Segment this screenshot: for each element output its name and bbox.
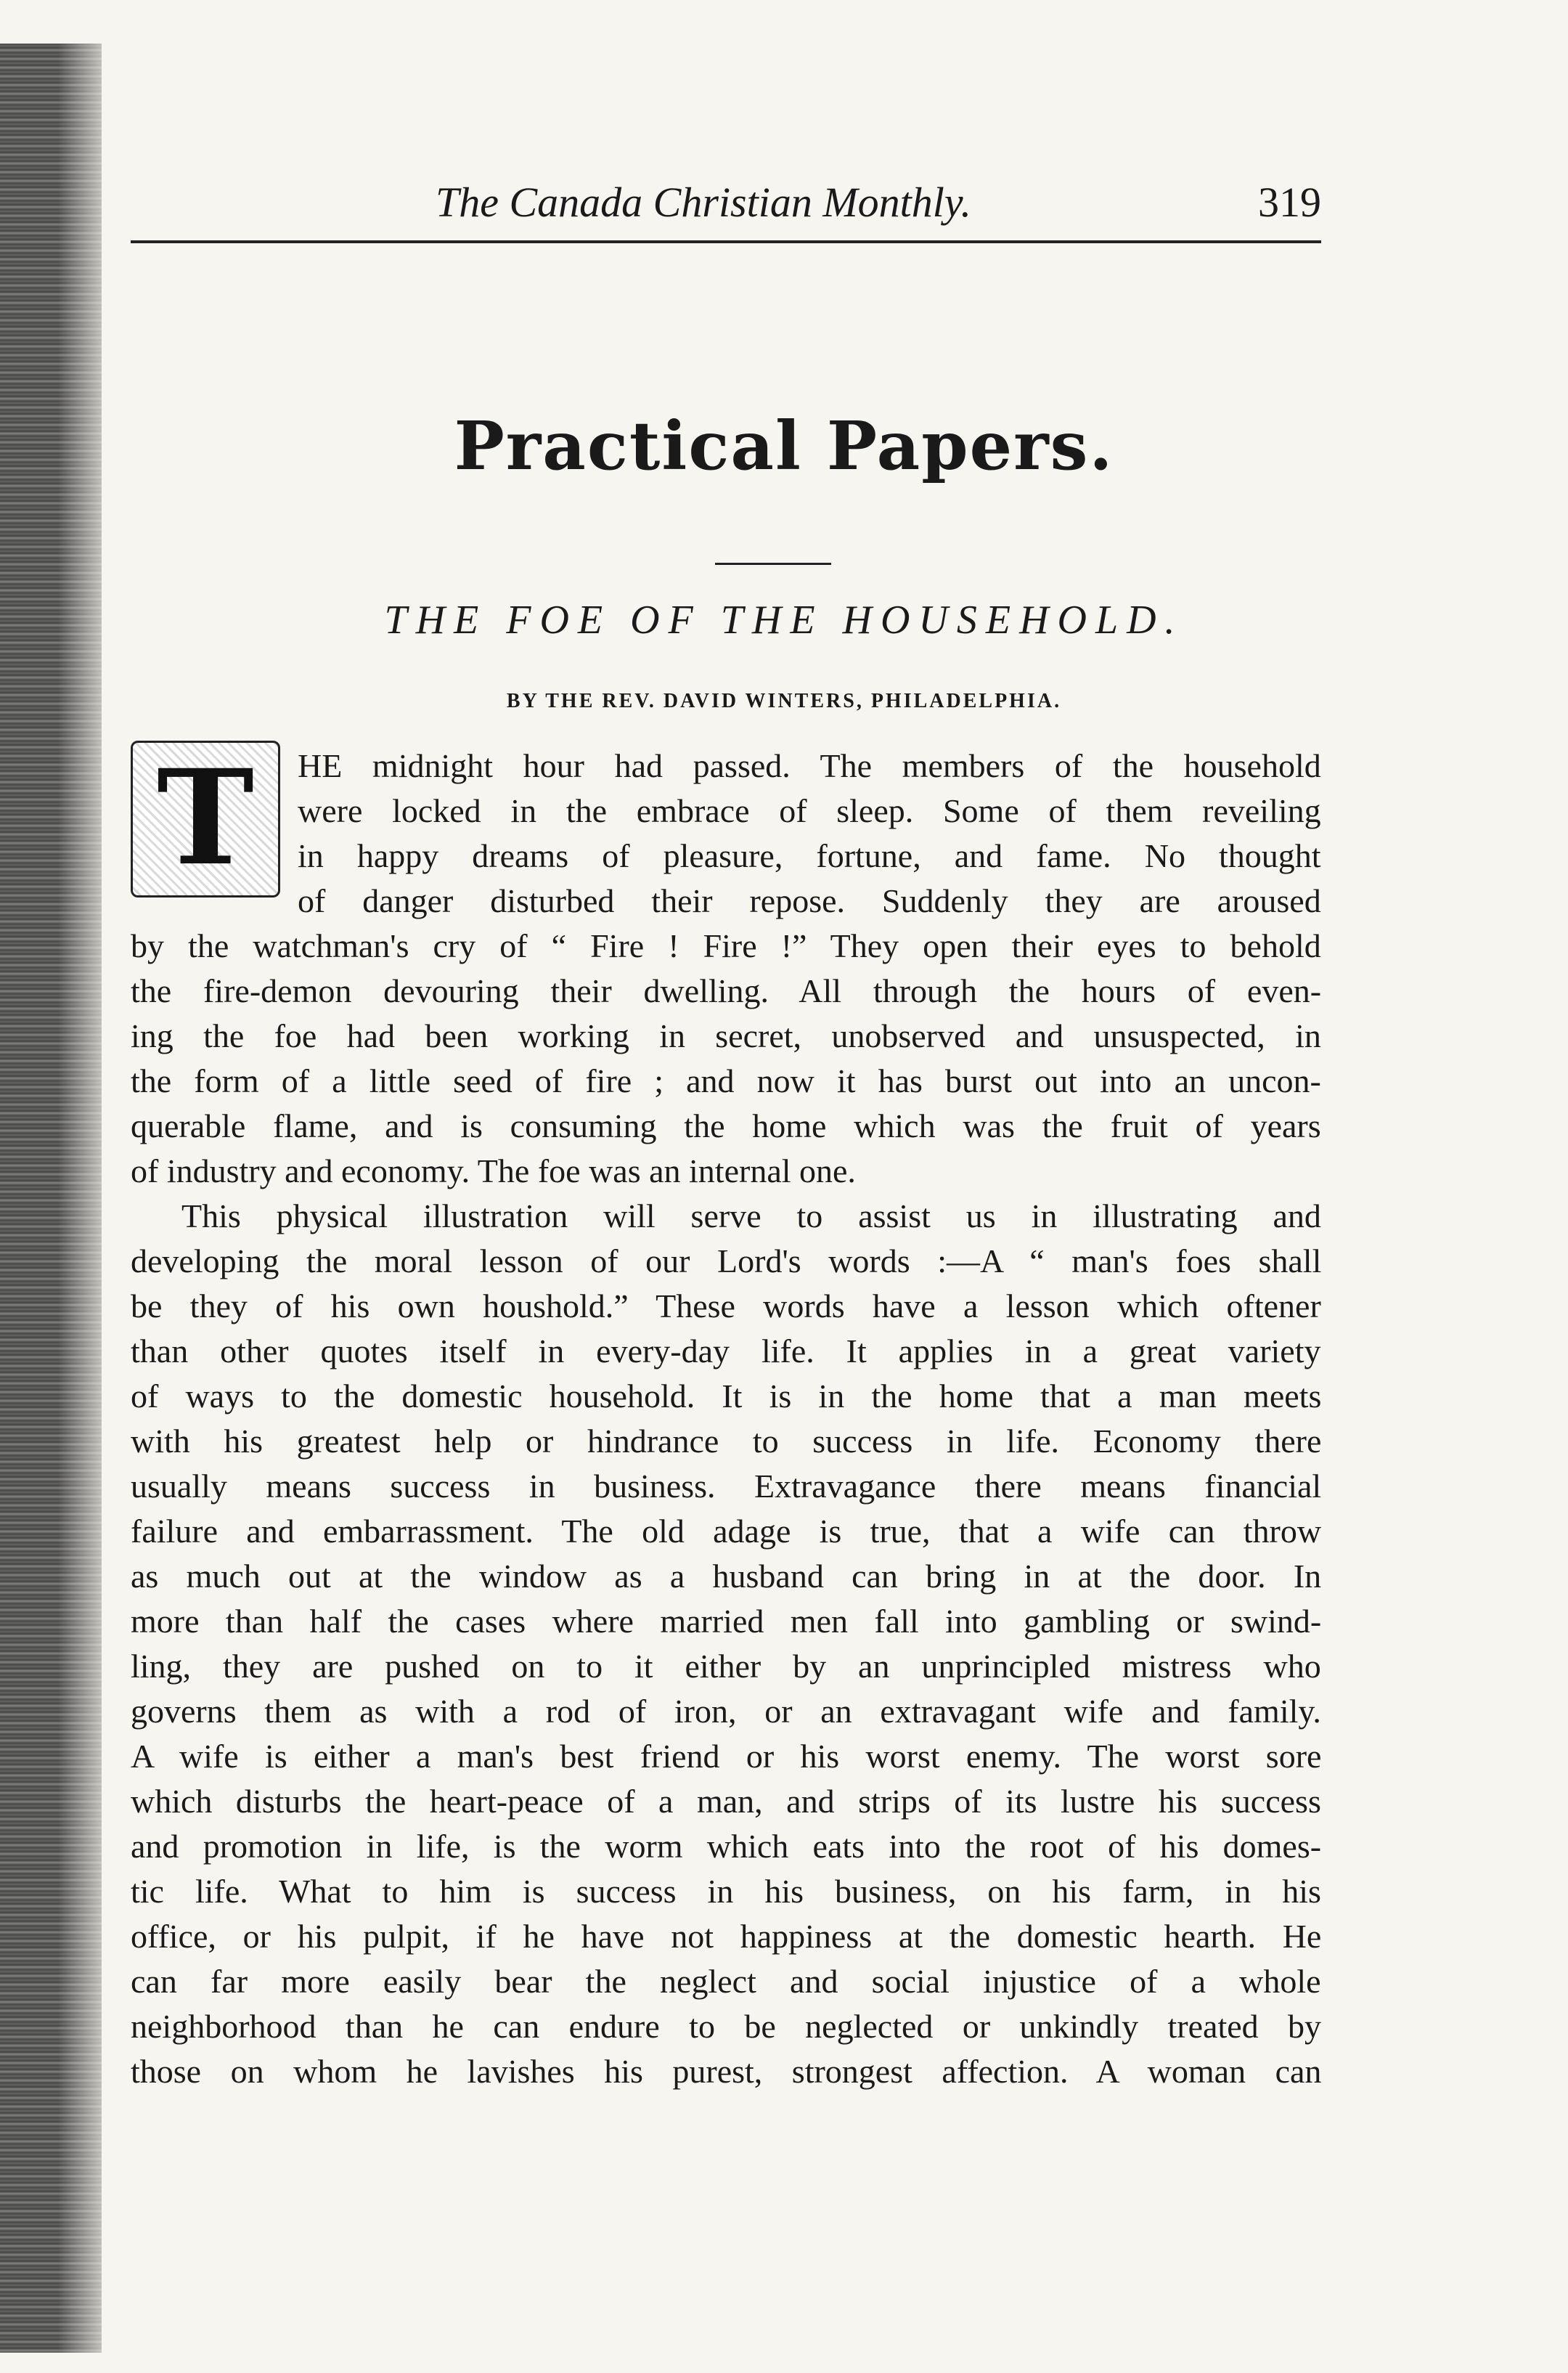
text-line: the form of a little seed of fire ; and now it has burst out into an uncon- xyxy=(131,1062,1321,1099)
text-line: be they of his own houshold.” These words have a lesson which oftener xyxy=(131,1287,1321,1324)
text-line: failure and embarrassment. The old adage is true, that a wife can throw xyxy=(131,1513,1322,1550)
text-line: than other quotes itself in every-day life. It applies in a great variety xyxy=(131,1332,1321,1369)
text-line: those on whom he lavishes his purest, strongest affection. A woman can xyxy=(131,2053,1322,2090)
text-line: of ways to the domestic household. It is in the home that a man meets xyxy=(131,1377,1322,1415)
text-line: usually means success in business. Extravagance there means financial xyxy=(131,1468,1322,1505)
text-line: with his greatest help or hindrance to success in life. Economy there xyxy=(131,1422,1322,1460)
text-line: of industry and economy. The foe was an internal one. xyxy=(131,1152,856,1189)
text-line: office, or his pulpit, if he have not happiness at the domestic hearth. He xyxy=(131,1918,1322,1955)
text-line: This physical illustration will serve to assist us in illustrating and xyxy=(181,1197,1321,1234)
text-line: as much out at the window as a husband can bring in at the door. In xyxy=(131,1558,1322,1595)
running-title: The Canada Christian Monthly. xyxy=(436,179,971,226)
page-number: 319 xyxy=(1258,179,1321,226)
binding-shadow xyxy=(58,44,123,2353)
byline: BY THE REV. DAVID WINTERS, PHILADELPHIA. xyxy=(506,690,1062,712)
text-line: in happy dreams of pleasure, fortune, and fame. No thought xyxy=(298,837,1321,874)
text-line: ling, they are pushed on to it either by an unprincipled mistress who xyxy=(131,1648,1321,1685)
text-line: by the watchman's cry of “ Fire ! Fire !” They open their eyes to behold xyxy=(131,927,1321,964)
text-line: can far more easily bear the neglect and social injustice of a whole xyxy=(131,1963,1321,2000)
header-rule xyxy=(131,240,1321,243)
page-header xyxy=(131,163,1321,243)
text-line: tic life. What to him is success in his business, on his farm, in his xyxy=(131,1873,1321,1910)
text-line: A wife is either a man's best friend or his worst enemy. The worst sore xyxy=(131,1738,1322,1775)
text-line: which disturbs the heart-peace of a man, and strips of its lustre his success xyxy=(131,1783,1321,1820)
text-line: and promotion in life, is the worm which eats into the root of his domes- xyxy=(131,1828,1322,1865)
title-rule xyxy=(715,563,831,565)
text-line: were locked in the embrace of sleep. Some of them reveiling xyxy=(298,792,1321,829)
drop-cap-initial: T xyxy=(131,741,280,897)
text-line: of danger disturbed their repose. Suddenly they are aroused xyxy=(298,882,1321,919)
text-line: neighborhood than he can endure to be neglected or unkindly treated by xyxy=(131,2008,1322,2045)
text-line: HE midnight hour had passed. The members of the household xyxy=(298,747,1321,784)
text-line: querable flame, and is consuming the home which was the fruit of years xyxy=(131,1107,1321,1144)
section-title: Practical Papers. xyxy=(454,407,1114,485)
article-title: THE FOE OF THE HOUSEHOLD. xyxy=(384,598,1184,643)
text-line: developing the moral lesson of our Lord's words :—A “ man's foes shall xyxy=(131,1242,1322,1279)
text-line: ing the foe had been working in secret, unobserved and unsuspected, in xyxy=(131,1017,1321,1054)
text-line: more than half the cases where married men fall into gambling or swind- xyxy=(131,1603,1322,1640)
text-line: the fire-demon devouring their dwelling. All through the hours of even- xyxy=(131,972,1322,1009)
text-line: governs them as with a rod of iron, or an extravagant wife and family. xyxy=(131,1693,1321,1730)
